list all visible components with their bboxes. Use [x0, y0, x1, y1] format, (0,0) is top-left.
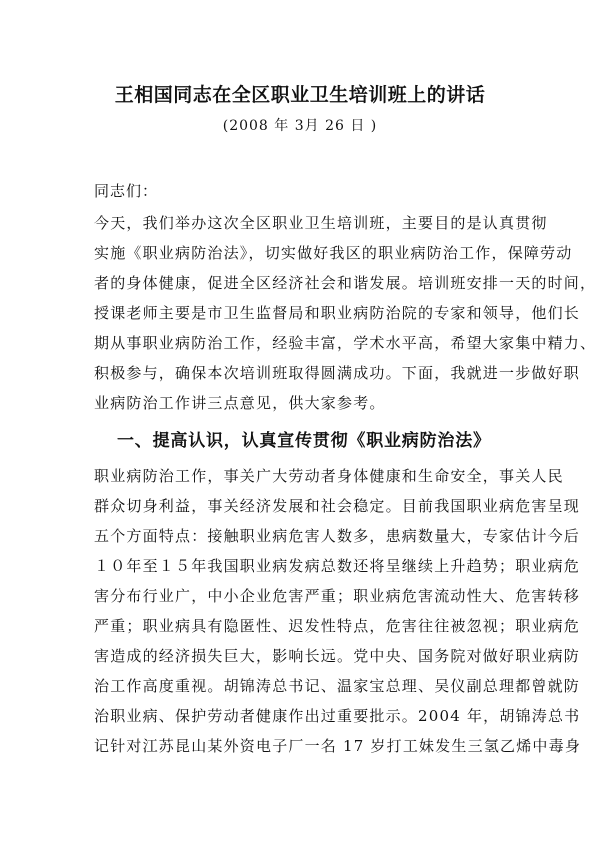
paragraph-line: 治职业病、保护劳动者健康作出过重要批示。2004 年，胡锦涛总书	[94, 707, 581, 725]
document-title: 王相国同志在全区职业卫生培训班上的讲话	[114, 84, 486, 106]
paragraph-line: 治工作高度重视。胡锦涛总书记、温家宝总理、吴仪副总理都曾就防	[94, 677, 581, 695]
paragraph-line: 者的身体健康，促进全区经济社会和谐发展。培训班安排一天的时间，	[94, 274, 597, 292]
paragraph-line: 害分布行业广，中小企业危害严重；职业病危害流动性大、危害转移	[94, 587, 581, 605]
salutation: 同志们：	[94, 182, 159, 200]
paragraph-line: 积极参与，确保本次培训班取得圆满成功。下面，我就进一步做好职	[94, 364, 581, 382]
paragraph-line: 授课老师主要是市卫生监督局和职业病防治院的专家和领导，他们长	[94, 304, 581, 322]
document-date: (2008 年 3月 26 日 )	[222, 118, 378, 134]
paragraph-line: １０年至１５年我国职业病发病总数还将呈继续上升趋势；职业病危	[94, 557, 581, 575]
paragraph-line: 害造成的经济损失巨大，影响长远。党中央、国务院对做好职业病防	[94, 647, 581, 665]
paragraph-section-1	[94, 461, 582, 761]
paragraph-line: 群众切身利益，事关经济发展和社会稳定。目前我国职业病危害呈现	[94, 497, 581, 515]
paragraph-intro	[94, 208, 597, 418]
paragraph-line: 业病防治工作讲三点意见，供大家参考。	[94, 394, 386, 412]
paragraph-line: 实施《职业病防治法》，切实做好我区的职业病防治工作，保障劳动	[94, 244, 573, 262]
paragraph-line: 严重；职业病具有隐匿性、迟发性特点，危害往往被忽视；职业病危	[94, 617, 581, 635]
paragraph-line: 期从事职业病防治工作，经验丰富，学术水平高，希望大家集中精力、	[94, 334, 597, 352]
paragraph-line: 五个方面特点：接触职业病危害人数多，患病数量大，专家估计今后	[94, 527, 581, 545]
paragraph-line: 记针对江苏昆山某外资电子厂一名 17 岁打工妹发生三氢乙烯中毒身	[94, 737, 582, 755]
paragraph-line: 职业病防治工作，事关广大劳动者身体健康和生命安全，事关人民	[94, 467, 564, 485]
section-heading-1: 一、提高认识，认真宣传贯彻《职业病防治法》	[117, 431, 491, 451]
paragraph-line: 今天，我们举办这次全区职业卫生培训班，主要目的是认真贯彻	[94, 214, 548, 232]
